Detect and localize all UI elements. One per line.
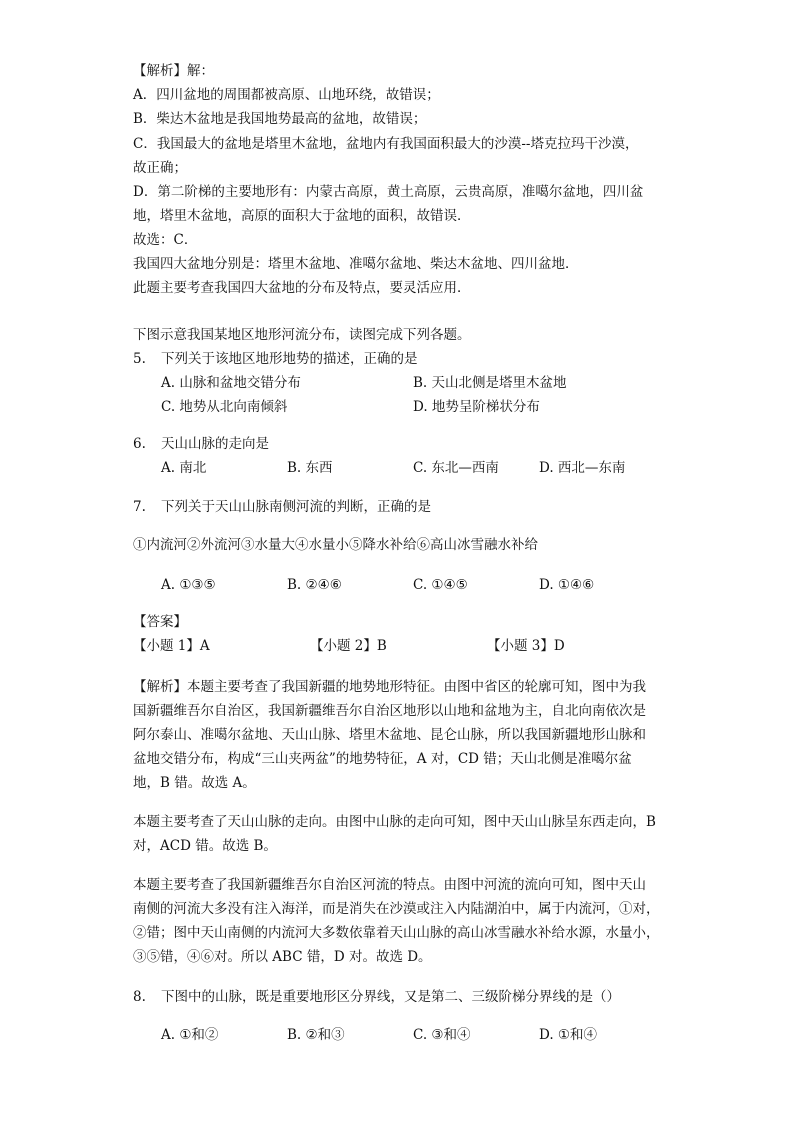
answer-header: 【答案】: [133, 614, 187, 630]
option-a: A. 山脉和盆地交错分布: [161, 375, 301, 391]
question-stem: 下列关于天山山脉南侧河流的判断，正确的是: [161, 499, 431, 515]
explanation-line: 国新疆维吾尔自治区，我国新疆维吾尔自治区地形以山地和盆地为主，自北向南依次是: [133, 703, 646, 719]
option-d: D. 西北—东南: [539, 460, 626, 476]
explanation-line: 【解析】本题主要考查了我国新疆的地势地形特征。由图中省区的轮廓可知，图中为我: [133, 679, 646, 695]
section-intro: 下图示意我国某地区地形河流分布，读图完成下列各题。: [133, 327, 471, 343]
question-items: ①内流河②外流河③水量大④水量小⑤降水补给⑥高山冰雪融水补给: [133, 537, 538, 553]
analysis-line: 故正确；: [133, 160, 187, 176]
explanation-line: ②错；图中天山南侧的内流河大多数依靠着天山山脉的高山冰雪融水补给水源，水量小，: [133, 925, 660, 941]
question-stem: 下列关于该地区地形地势的描述，正确的是: [161, 351, 418, 367]
analysis-line: A．四川盆地的周围都被高原、山地环绕，故错误；: [133, 87, 440, 103]
question-number: 8.: [133, 989, 146, 1005]
explanation-line: 地，B 错。故选 A。: [133, 775, 256, 791]
explanation-line: 阿尔泰山、准噶尔盆地、天山山脉、塔里木盆地、昆仑山脉，所以我国新疆地形山脉和: [133, 727, 646, 743]
option-b: B. 天山北侧是塔里木盆地: [413, 375, 567, 391]
question-stem: 天山山脉的走向是: [161, 436, 269, 452]
question-number: 6.: [133, 436, 146, 452]
option-c: C. ①④⑤: [413, 577, 468, 593]
option-a: A. ①③⑤: [161, 577, 216, 593]
explanation-line: 盆地交错分布，构成“三山夹两盆”的地势特征，A 对，CD 错；天山北侧是准噶尔盆: [133, 751, 632, 767]
analysis-line: 我国四大盆地分别是：塔里木盆地、准噶尔盆地、柴达木盆地、四川盆地．: [133, 256, 579, 272]
explanation-line: 对，ACD 错。故选 B。: [133, 838, 277, 854]
option-d: D. 地势呈阶梯状分布: [413, 399, 540, 415]
answer-item: 【小题 1】A: [133, 638, 210, 654]
question-number: 7.: [133, 499, 146, 515]
explanation-line: 本题主要考查了我国新疆维吾尔自治区河流的特点。由图中河流的流向可知，图中天山: [133, 877, 646, 893]
option-b: B. 东西: [287, 460, 333, 476]
analysis-line: 故选：C．: [133, 232, 198, 248]
explanation-line: 南侧的河流大多没有注入海洋，而是消失在沙漠或注入内陆湖泊中，属于内流河，①对，: [133, 901, 660, 917]
option-c: C. ③和④: [413, 1027, 471, 1043]
analysis-line: C．我国最大的盆地是塔里木盆地，盆地内有我国面积最大的沙漠--塔克拉玛干沙漠，: [133, 136, 639, 152]
option-a: A. 南北: [161, 460, 207, 476]
analysis-header: 【解析】解：: [133, 63, 214, 79]
option-d: D. ①④⑥: [539, 577, 595, 593]
analysis-line: 此题主要考查我国四大盆地的分布及特点，要灵活应用．: [133, 280, 471, 296]
option-b: B. ②④⑥: [287, 577, 342, 593]
analysis-line: D．第二阶梯的主要地形有：内蒙古高原，黄土高原，云贵高原，准噶尔盆地，四川盆: [133, 184, 644, 200]
answer-item: 【小题 2】B: [310, 638, 387, 654]
question-stem: 下图中的山脉，既是重要地形区分界线，又是第二、三级阶梯分界线的是（）: [161, 989, 620, 1005]
analysis-line: 地，塔里木盆地，高原的面积大于盆地的面积，故错误．: [133, 208, 471, 224]
explanation-line: 本题主要考查了天山山脉的走向。由图中山脉的走向可知，图中天山山脉呈东西走向，B: [133, 814, 656, 830]
answer-item: 【小题 3】D: [487, 638, 565, 654]
option-c: C. 地势从北向南倾斜: [161, 399, 288, 415]
option-a: A. ①和②: [161, 1027, 219, 1043]
option-c: C. 东北—西南: [413, 460, 499, 476]
question-number: 5.: [133, 351, 146, 367]
analysis-line: B．柴达木盆地是我国地势最高的盆地，故错误；: [133, 111, 427, 127]
explanation-line: ③⑤错，④⑥对。所以 ABC 错，D 对。故选 D。: [133, 949, 432, 965]
option-b: B. ②和③: [287, 1027, 345, 1043]
option-d: D. ①和④: [539, 1027, 598, 1043]
